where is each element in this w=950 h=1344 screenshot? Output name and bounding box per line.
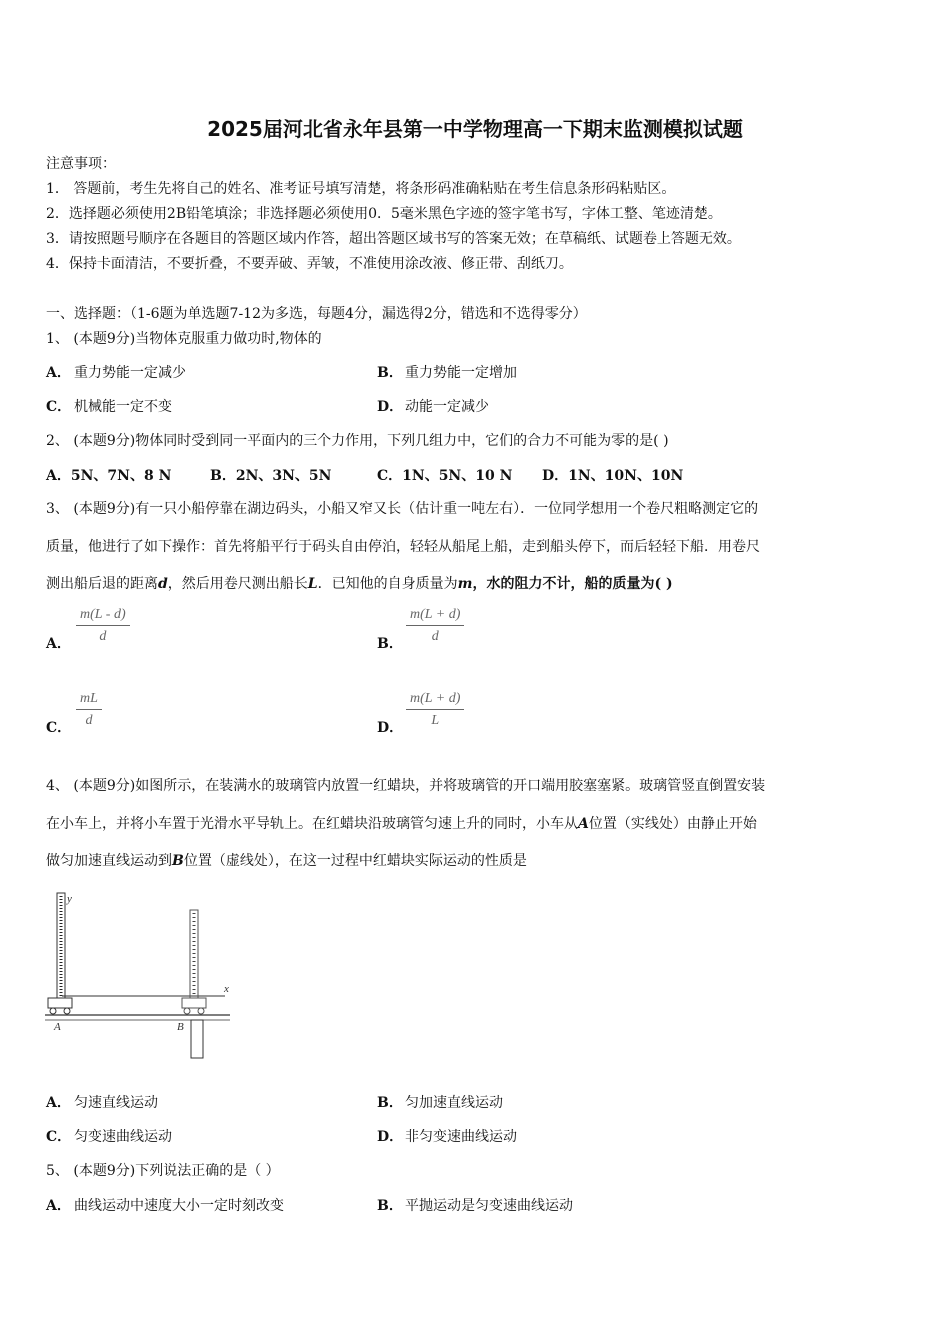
option-letter: D． — [377, 399, 404, 415]
var-B: B — [172, 853, 184, 869]
position-b-label: B — [177, 1021, 184, 1033]
q3-option-b-fraction — [406, 605, 464, 648]
option-letter: D． — [377, 1129, 404, 1145]
question-5-stem: 5、 (本题9分)下列说法正确的是（ ） — [46, 1163, 280, 1179]
text-run: 位置（虚线处），在这一过程中红蜡块实际运动的性质是 — [183, 853, 527, 869]
wheel — [184, 1008, 190, 1014]
text-run: ．已知他的自身质量为 — [317, 576, 458, 592]
note-item: 2．选择题必须使用2B铅笔填涂；非选择题必须使用0．5毫米黑色字迹的签字笔书写，字体工整、笔迹清楚。 — [46, 206, 722, 222]
var-A: A — [578, 816, 589, 832]
option-letter: B． — [377, 1095, 403, 1111]
var-m: m — [457, 576, 473, 592]
wheel — [50, 1008, 56, 1014]
option-text: 匀变速曲线运动 — [74, 1129, 172, 1145]
wheel — [198, 1008, 204, 1014]
note-item: 3．请按照题号顺序在各题目的答题区域内作答，超出答题区域书写的答案无效；在草稿纸、试题卷上答题无效。 — [46, 231, 741, 247]
option-text: 1N、5N、10 N — [402, 468, 513, 484]
option-letter: B． — [210, 468, 236, 484]
cart-tube-figure — [40, 888, 240, 1063]
question-1-stem: 1、 (本题9分)当物体克服重力做功时,物体的 — [46, 331, 322, 347]
option-text: 动能一定减少 — [405, 399, 489, 415]
q1-option-a — [46, 362, 186, 382]
option-letter: D． — [542, 468, 569, 484]
option-text: 1N、10N、10N — [568, 468, 684, 484]
text-run: 做匀加速直线运动到 — [46, 853, 172, 869]
q2-option-c — [377, 465, 512, 485]
q3-option-a-letter: A． — [46, 636, 71, 652]
cart-a — [48, 998, 72, 1008]
option-text: 重力势能一定增加 — [405, 365, 517, 381]
q1-option-c — [46, 396, 172, 416]
q2-option-b — [210, 465, 331, 485]
var-L: L — [307, 576, 318, 592]
var-d: d — [158, 576, 168, 592]
q3-option-d-fraction — [406, 689, 464, 732]
q2-option-d — [542, 465, 683, 485]
numerator: m(L - d) — [76, 605, 130, 626]
text-run: 位置（实线处）由静止开始 — [588, 816, 757, 832]
y-axis-label: y — [67, 893, 72, 905]
option-letter: B． — [377, 365, 403, 381]
option-text: 机械能一定不变 — [74, 399, 172, 415]
option-letter: C． — [46, 1129, 72, 1145]
denominator: d — [99, 629, 107, 644]
q4-option-c — [46, 1126, 172, 1146]
cart-b — [182, 998, 206, 1008]
option-text: 曲线运动中速度大小一定时刻改变 — [74, 1198, 284, 1214]
position-a-label: A — [54, 1021, 61, 1033]
q1-option-b — [377, 362, 517, 382]
q3-option-b-letter: B． — [377, 636, 403, 652]
question-3-line: 质量，他进行了如下操作：首先将船平行于码头自由停泊，轻轻从船尾上船，走到船头停下，而后轻轻下船．用卷尺 — [46, 539, 760, 555]
x-axis-label: x — [224, 983, 229, 995]
option-letter: A． — [46, 1095, 71, 1111]
q3-option-c-letter: C． — [46, 720, 72, 736]
option-text: 平抛运动是匀变速曲线运动 — [405, 1198, 573, 1214]
denominator: L — [431, 713, 440, 728]
question-3-line — [46, 573, 673, 593]
option-text: 非匀变速曲线运动 — [405, 1129, 517, 1145]
q1-option-d — [377, 396, 489, 416]
numerator: m(L + d) — [406, 689, 464, 710]
numerator: mL — [76, 689, 102, 710]
q4-option-d — [377, 1126, 517, 1146]
notes-heading: 注意事项： — [46, 156, 116, 172]
text-run: ，然后用卷尺测出船长 — [167, 576, 308, 592]
option-letter: C． — [46, 399, 72, 415]
option-text: 匀加速直线运动 — [405, 1095, 503, 1111]
note-item: 1． 答题前，考生先将自己的姓名、准考证号填写清楚，将条形码准确粘贴在考生信息条形码粘贴区。 — [46, 181, 676, 197]
section-heading: 一、选择题：（1-6题为单选题7-12为多选，每题4分，漏选得2分，错选和不选得零分） — [46, 306, 587, 322]
question-3-line: 3、 (本题9分)有一只小船停靠在湖边码头，小船又窄又长（估计重一吨左右）．一位同学想用一个卷尺粗略测定它的 — [46, 501, 759, 517]
option-letter: B． — [377, 1198, 403, 1214]
q3-option-d-letter: D． — [377, 720, 404, 736]
table-leg — [191, 1020, 203, 1058]
text-run: ，水的阻力不计，船的质量为( ) — [472, 576, 673, 592]
question-2-stem: 2、 (本题9分)物体同时受到同一平面内的三个力作用，下列几组力中，它们的合力不可能为零的是( ) — [46, 433, 669, 449]
numerator: m(L + d) — [406, 605, 464, 626]
text-run: 测出船后退的距离 — [46, 576, 158, 592]
option-text: 匀速直线运动 — [74, 1095, 158, 1111]
question-4-line — [46, 813, 757, 833]
q2-option-a — [46, 465, 171, 485]
text-run: 在小车上，并将小车置于光滑水平导轨上。在红蜡块沿玻璃管匀速上升的同时，小车从 — [46, 816, 578, 832]
page-title: 2025届河北省永年县第一中学物理高一下期末监测模拟试题 — [207, 117, 743, 141]
question-4-line: 4、 (本题9分)如图所示，在装满水的玻璃管内放置一红蜡块，并将玻璃管的开口端用胶塞塞紧。玻璃管竖直倒置安装 — [46, 778, 766, 794]
wheel — [64, 1008, 70, 1014]
option-letter: A． — [46, 365, 71, 381]
option-letter: A． — [46, 1198, 71, 1214]
q4-option-a — [46, 1092, 158, 1112]
q3-option-c-fraction — [76, 689, 102, 732]
q5-option-b — [377, 1195, 573, 1215]
option-text: 2N、3N、5N — [235, 468, 332, 484]
denominator: d — [85, 713, 93, 728]
option-text: 5N、7N、8 N — [70, 468, 172, 484]
note-item: 4．保持卡面清洁，不要折叠，不要弄破、弄皱，不准使用涂改液、修正带、刮纸刀。 — [46, 256, 573, 272]
option-letter: C． — [377, 468, 403, 484]
q5-option-a — [46, 1195, 284, 1215]
denominator: d — [431, 629, 439, 644]
q3-option-a-fraction — [76, 605, 130, 648]
option-letter: A． — [46, 468, 71, 484]
option-text: 重力势能一定减少 — [74, 365, 186, 381]
question-4-line — [46, 850, 527, 870]
q4-option-b — [377, 1092, 503, 1112]
